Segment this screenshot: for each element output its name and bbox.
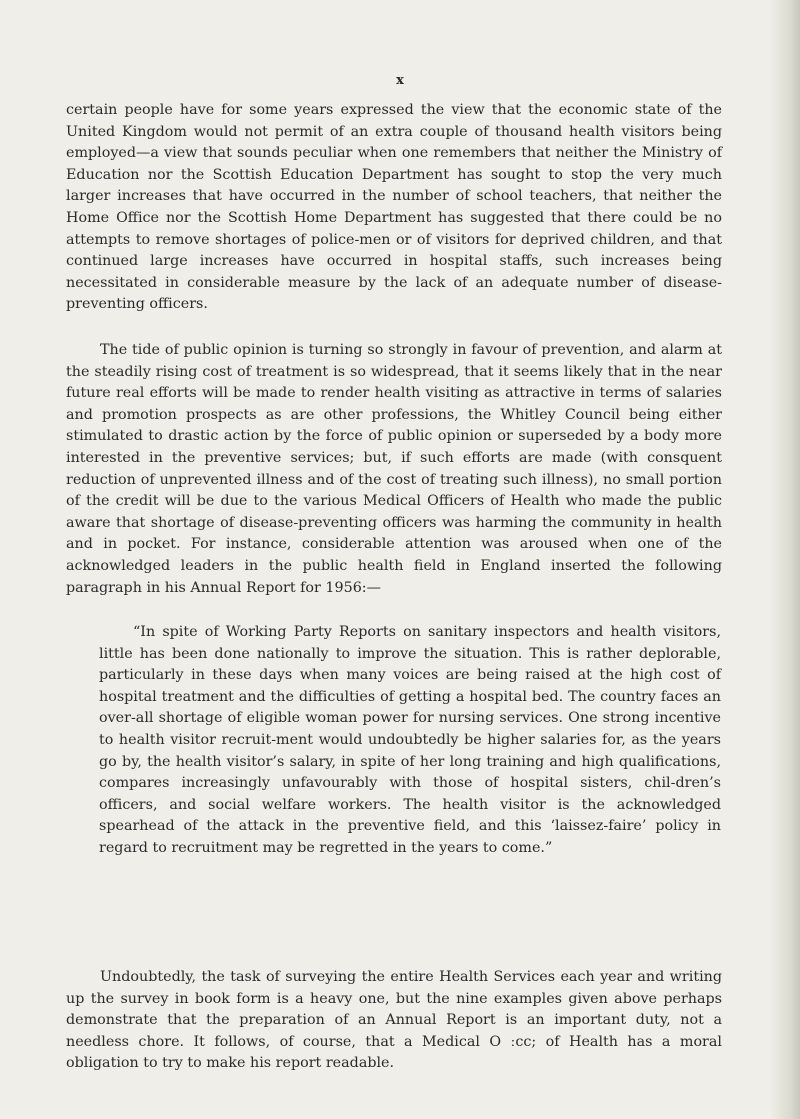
page-edge-shadow <box>770 0 800 1119</box>
page-number: x <box>396 73 404 88</box>
quoted-annual-report-paragraph: “In spite of Working Party Reports on sanitary inspectors and health visitors, little has been done nationally to improve the situation. This is rather deplorable, particularly in these days when many voices are being raised at the high cost of hospital treatment and the difficulties of getting a hospital bed. The country faces an over-all shortage of eligible woman power for nursing services. One strong incentive to health visitor recruit-ment would undoubtedly be higher salaries for, as the years go by, the health visitor’s salary, in spite of her long training and high qualifications, compares increasingly unfavourably with those of hospital sisters, chil-dren’s officers, and social welfare workers. The health visitor is the acknowledged spearhead of the attack in the preventive field, and this ‘laissez-faire’ policy in regard to recruitment may be regretted in the years to come.” <box>99 624 721 856</box>
paragraph-conclusion: Undoubtedly, the task of surveying the entire Health Services each year and writing up the survey in book form is a heavy one, but the nine examples given above perhaps demonstrate that the preparation of an Annual Report is an important duty, not a needless chore. It follows, of course, that a Medical O ːcc; of Health has a moral obligation to try to make his report readable. <box>66 969 722 1072</box>
paragraph-public-opinion: The tide of public opinion is turning so strongly in favour of prevention, and alarm at the steadily rising cost of treatment is so widespread, that it seems likely that in the near future real efforts will be made to render health visiting as attractive in terms of salaries and promotion prospects as are other professions, the Whitley Council being either stimulated to drastic action by the force of public opinion or superseded by a body more interested in the preventive services; but, if such efforts are made (with consquent reduction of unprevented illness and of the cost of treating such illness), no small portion of the credit will be due to the various Medical Officers of Health who made the public aware that shortage of disease-preventing officers was harming the community in health and in pocket. For instance, considerable attention was aroused when one of the acknowledged leaders in the public health field in England inserted the following paragraph in his Annual Report for 1956:— <box>66 342 722 596</box>
paragraph-economic-state: certain people have for some years expressed the view that the economic state of the United Kingdom would not permit of an extra couple of thousand health visitors being employed—a view that sounds peculiar when one remembers that neither the Ministry of Education nor the Scottish Education Department has sought to stop the very much larger increases that have occurred in the number of school teachers, that neither the Home Office nor the Scottish Home Department has suggested that there could be no attempts to remove shortages of police-men or of visitors for deprived children, and that continued large increases have occurred in hospital staffs, such increases being necessitated in considerable measure by the lack of an adequate number of disease-preventing officers. <box>66 102 722 313</box>
